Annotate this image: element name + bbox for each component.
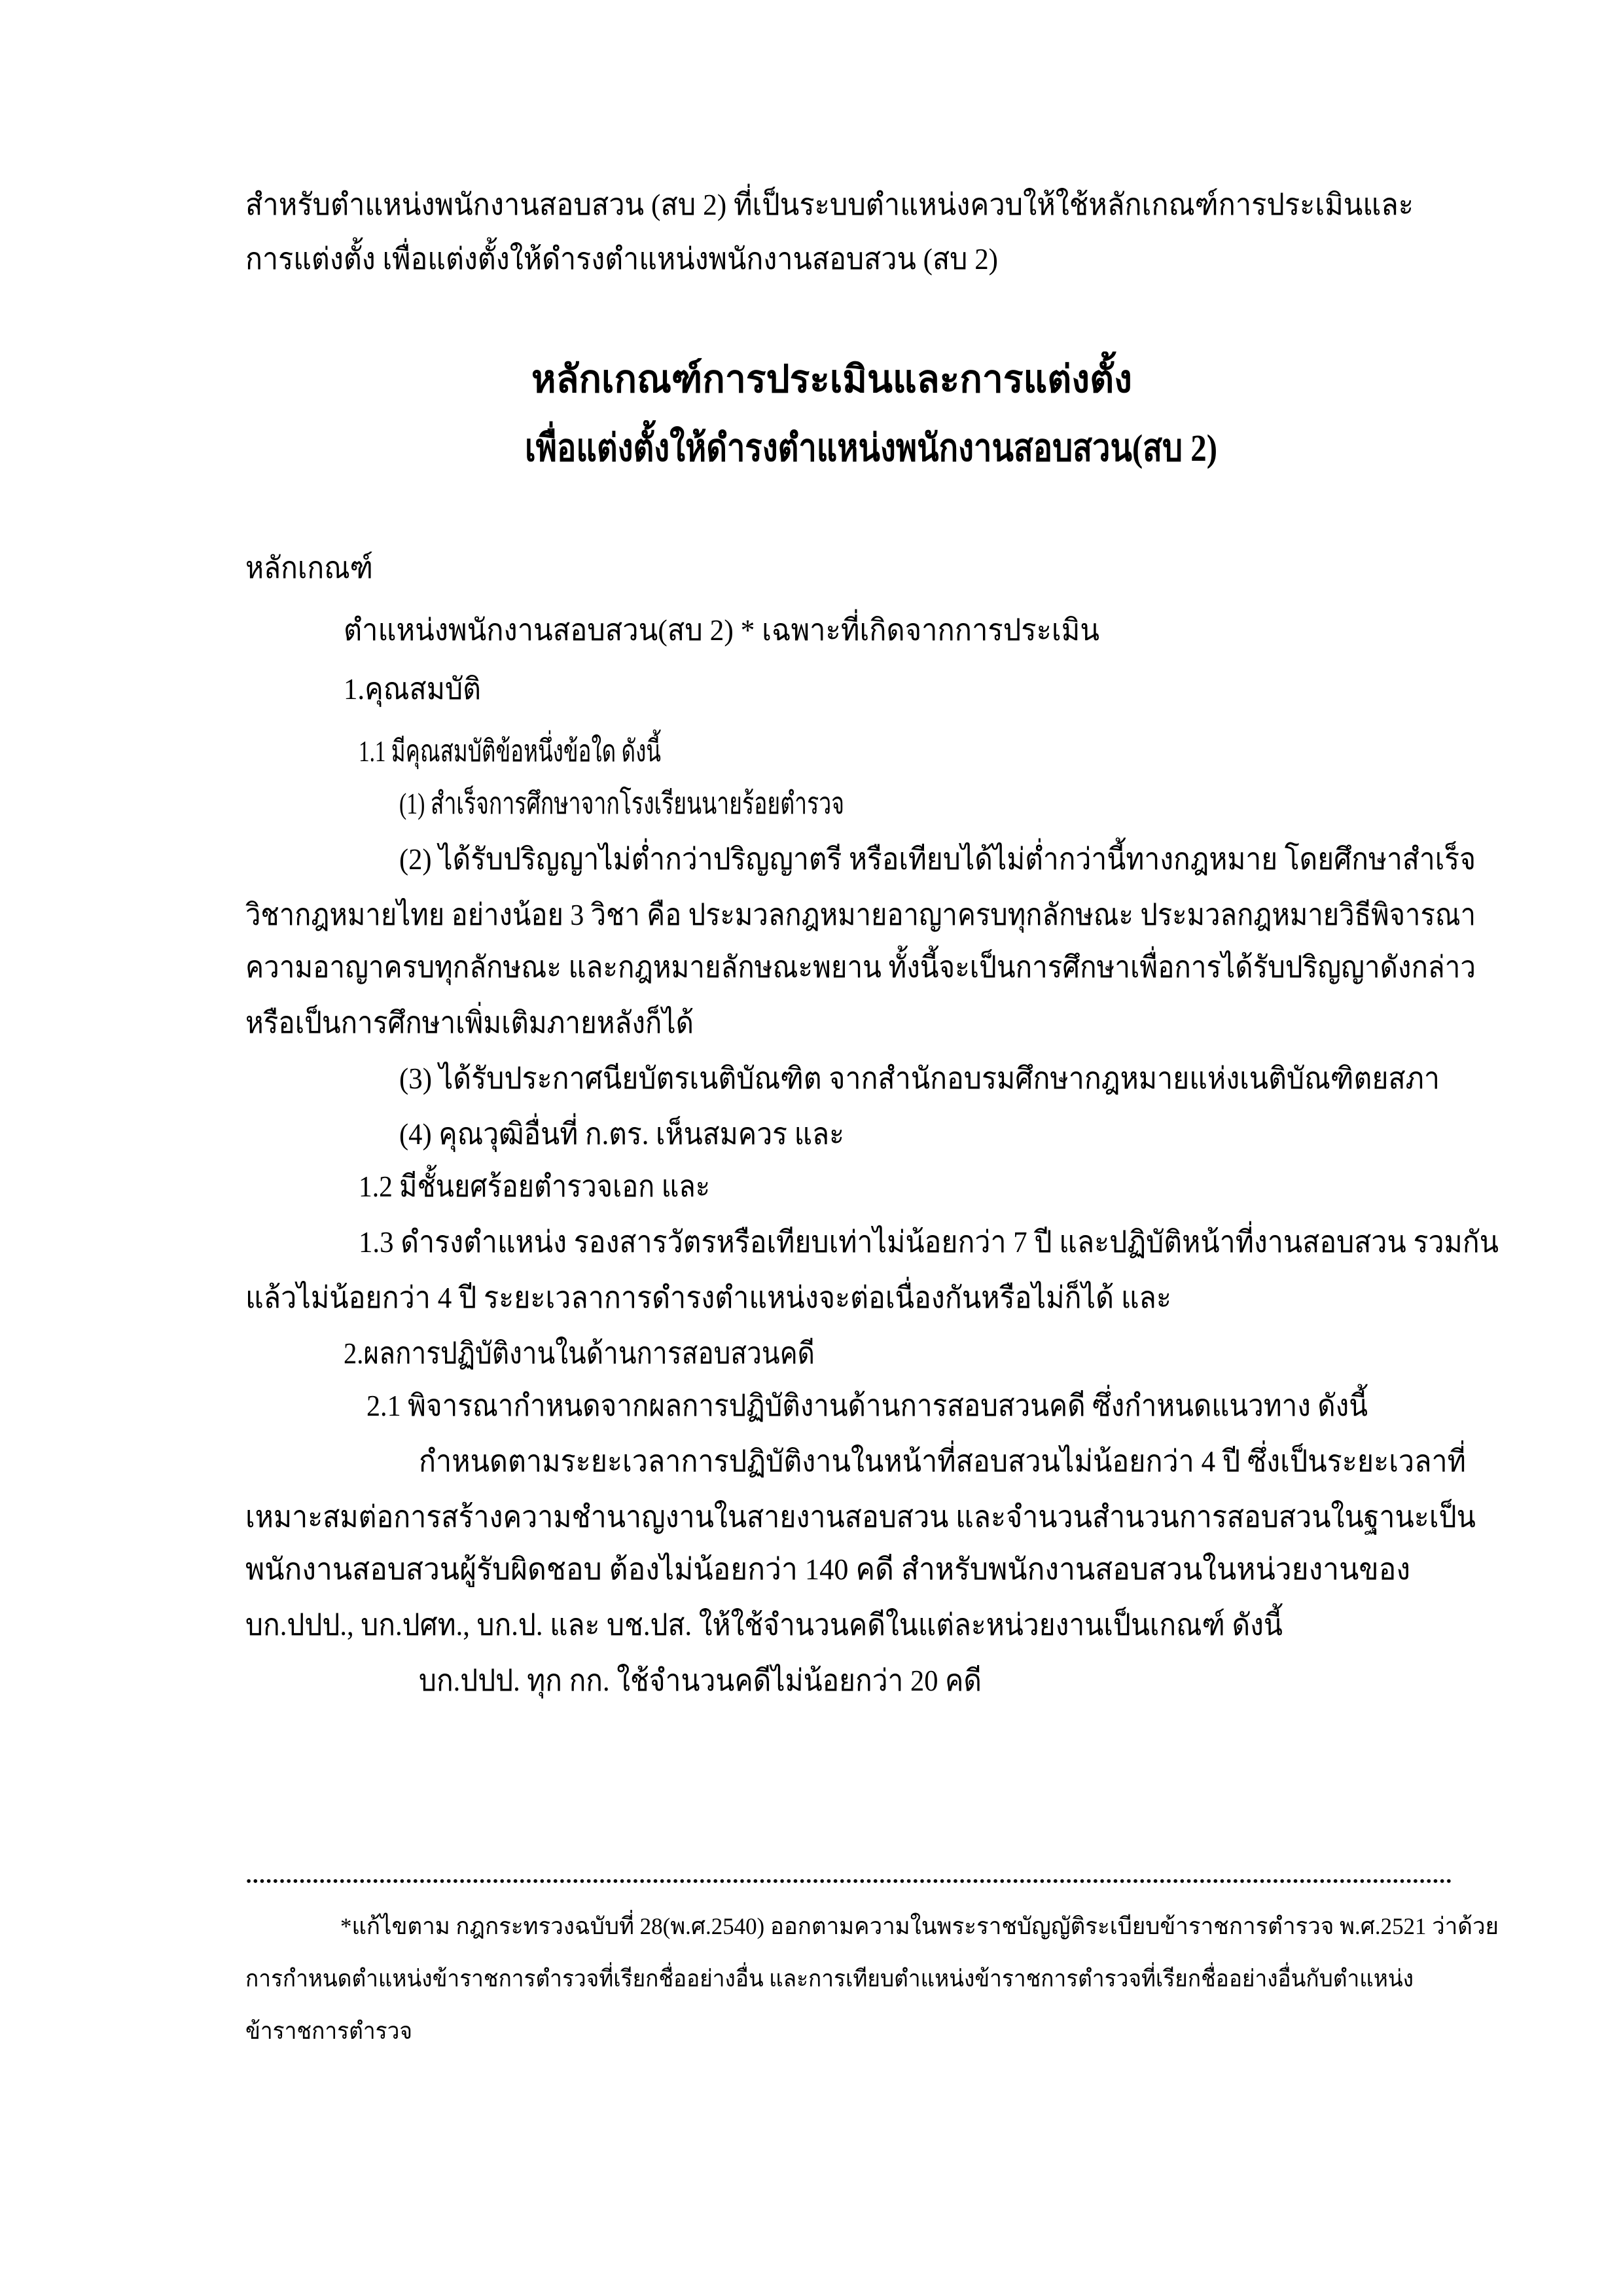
item-1-2-text: 1.2 มีชั้นยศร้อยตำรวจเอก และ	[359, 1170, 710, 1203]
item-1-1-sub-3-text: (3) ได้รับประกาศนียบัตรเนติบัณฑิต จากสำนักอบรมศึกษากฎหมายแห่งเนติบัณฑิตยสภา	[399, 1062, 1440, 1095]
item-1-1-sub-1-text: (1) สำเร็จการศึกษาจากโรงเรียนนายร้อยตำรวจ	[399, 787, 844, 820]
item-2-1-para-line-3	[245, 1550, 1454, 1589]
title-text-2: เพื่อแต่งตั้งให้ดำรงตำแหน่งพนักงานสอบสวน(สบ 2)	[525, 427, 1217, 469]
position-line	[344, 611, 1145, 650]
item-1-3-text-1: 1.3 ดำรงตำแหน่ง รองสารวัตรหรือเทียบเท่าไม่น้อยกว่า 7 ปี และปฏิบัติหน้าที่งานสอบสวน รวมกัน	[359, 1225, 1499, 1259]
item-1-1	[359, 732, 777, 771]
item-2-1-para-text-1: กำหนดตามระยะเวลาการปฏิบัติงานในหน้าที่สอบสวนไม่น้อยกว่า 4 ปี ซึ่งเป็นระยะเวลาที่	[419, 1444, 1466, 1478]
item-2-1-para-text-2: เหมาะสมต่อการสร้างความชำนาญงานในสายงานสอบสวน และจำนวนสำนวนการสอบสวนในฐานะเป็น	[245, 1500, 1476, 1534]
item-1-3-line-2	[245, 1278, 1236, 1318]
unit-rule-text: บก.ปปป. ทุก กก. ใช้จำนวนคดีไม่น้อยกว่า 20 คดี	[419, 1664, 982, 1697]
item-1-1-sub-1	[399, 784, 1005, 823]
footnote-line-3	[245, 2015, 425, 2047]
intro-text-1: สำหรับตำแหน่งพนักงานสอบสวน (สบ 2) ที่เป็นระบบตำแหน่งควบให้ใช้หลักเกณฑ์การประเมินและ	[245, 188, 1414, 221]
item-1-1-sub-2-text-1: (2) ได้รับปริญญาไม่ต่ำกว่าปริญญาตรี หรือเทียบได้ไม่ต่ำกว่านี้ทางกฎหมาย โดยศึกษาสำเร็จ	[399, 842, 1476, 876]
item-1-1-sub-2-line-4	[245, 1003, 735, 1043]
document-title-line-2	[525, 429, 1346, 468]
item-2-1-para-text-3: พนักงานสอบสวนผู้รับผิดชอบ ต้องไม่น้อยกว่า 140 คดี สำหรับพนักงานสอบสวนในหน่วยงานของ	[245, 1552, 1410, 1586]
footnote-text-3: ข้าราชการตำรวจ	[245, 2018, 412, 2044]
item-1-1-sub-2-line-2	[245, 895, 1602, 935]
unit-rule-line	[419, 1661, 1029, 1700]
section-1-heading	[344, 670, 491, 709]
item-1-3-text-2: แล้วไม่น้อยกว่า 4 ปี ระยะเวลาการดำรงตำแหน่งจะต่อเนื่องกันหรือไม่ก็ได้ และ	[245, 1281, 1171, 1314]
title-text-1: หลักเกณฑ์การประเมินและการแต่งตั้ง	[531, 358, 1132, 401]
footnote-line-1	[340, 1910, 1535, 1943]
item-1-2	[359, 1167, 749, 1206]
footnote-text-1: *แก้ไขตาม กฎกระทรวงฉบับที่ 28(พ.ศ.2540) ออกตามความในพระราชบัญญัติระเบียบข้าราชการตำรวจ พ.ศ.2521 ว่าด้วย	[340, 1913, 1499, 1939]
footnote-text-2: การกำหนดตำแหน่งข้าราชการตำรวจที่เรียกชื่ออย่างอื่น และการเทียบตำแหน่งข้าราชการตำรวจที่เรียกชื่ออย่างอื่นกับตำแหน่ง	[245, 1965, 1414, 1992]
item-2-1-para-line-4	[245, 1605, 1368, 1645]
item-1-1-sub-4	[399, 1115, 880, 1154]
item-1-1-sub-2-line-3	[245, 948, 1590, 987]
criteria-heading	[245, 548, 383, 588]
item-1-1-sub-3	[399, 1059, 1516, 1098]
section-1-heading-text: 1.คุณสมบัติ	[344, 672, 481, 706]
intro-text-2: การแต่งตั้ง เพื่อแต่งตั้งให้ดำรงตำแหน่งพนักงานสอบสวน (สบ 2)	[245, 242, 998, 276]
item-1-1-sub-2-text-4: หรือเป็นการศึกษาเพิ่มเติมภายหลังก็ได้	[245, 1006, 694, 1039]
item-2-1-para-text-4: บก.ปปป., บก.ปศท., บก.ป. และ บช.ปส. ให้ใช้จำนวนคดีในแต่ละหน่วยงานเป็นเกณฑ์ ดังนี้	[245, 1608, 1283, 1641]
position-line-text: ตำแหน่งพนักงานสอบสวน(สบ 2) * เฉพาะที่เกิดจากการประเมิน	[344, 613, 1099, 647]
item-1-1-sub-2-text-3: ความอาญาครบทุกลักษณะ และกฎหมายลักษณะพยาน ทั้งนี้จะเป็นการศึกษาเพื่อการได้รับปริญญาดังกล่าว	[245, 950, 1476, 984]
criteria-heading-text: หลักเกณฑ์	[245, 551, 373, 584]
item-2-1-text: 2.1 พิจารณากำหนดจากผลการปฏิบัติงานด้านการสอบสวนคดี ซึ่งกำหนดแนวทาง ดังนี้	[366, 1389, 1368, 1422]
item-1-1-sub-4-text: (4) คุณวุฒิอื่นที่ ก.ตร. เห็นสมควร และ	[399, 1117, 844, 1151]
intro-paragraph-line-2	[245, 240, 1051, 279]
document-title-line-1	[531, 360, 1143, 399]
item-2-1-para-line-2	[245, 1498, 1566, 1537]
item-1-1-sub-2-line-1	[399, 840, 1563, 879]
section-2-heading-text: 2.ผลการปฏิบัติงานในด้านการสอบสวนคดี	[344, 1336, 815, 1370]
item-2-1-para-line-1	[419, 1442, 1538, 1481]
item-1-1-text: 1.1 มีคุณสมบัติข้อหนึ่งข้อใด ดังนี้	[359, 734, 661, 768]
footnote-line-2	[245, 1962, 1505, 1995]
item-2-1	[366, 1386, 1460, 1426]
item-1-3-line-1	[359, 1223, 1582, 1262]
footnote-separator	[245, 1878, 1451, 1884]
item-1-1-sub-2-text-2: วิชากฎหมายไทย อย่างน้อย 3 วิชา คือ ประมวลกฎหมายอาญาครบทุกลักษณะ ประมวลกฎหมายวิธีพิจารณา	[245, 898, 1476, 931]
intro-paragraph-line-1	[245, 185, 1487, 224]
section-2-heading	[344, 1334, 878, 1373]
